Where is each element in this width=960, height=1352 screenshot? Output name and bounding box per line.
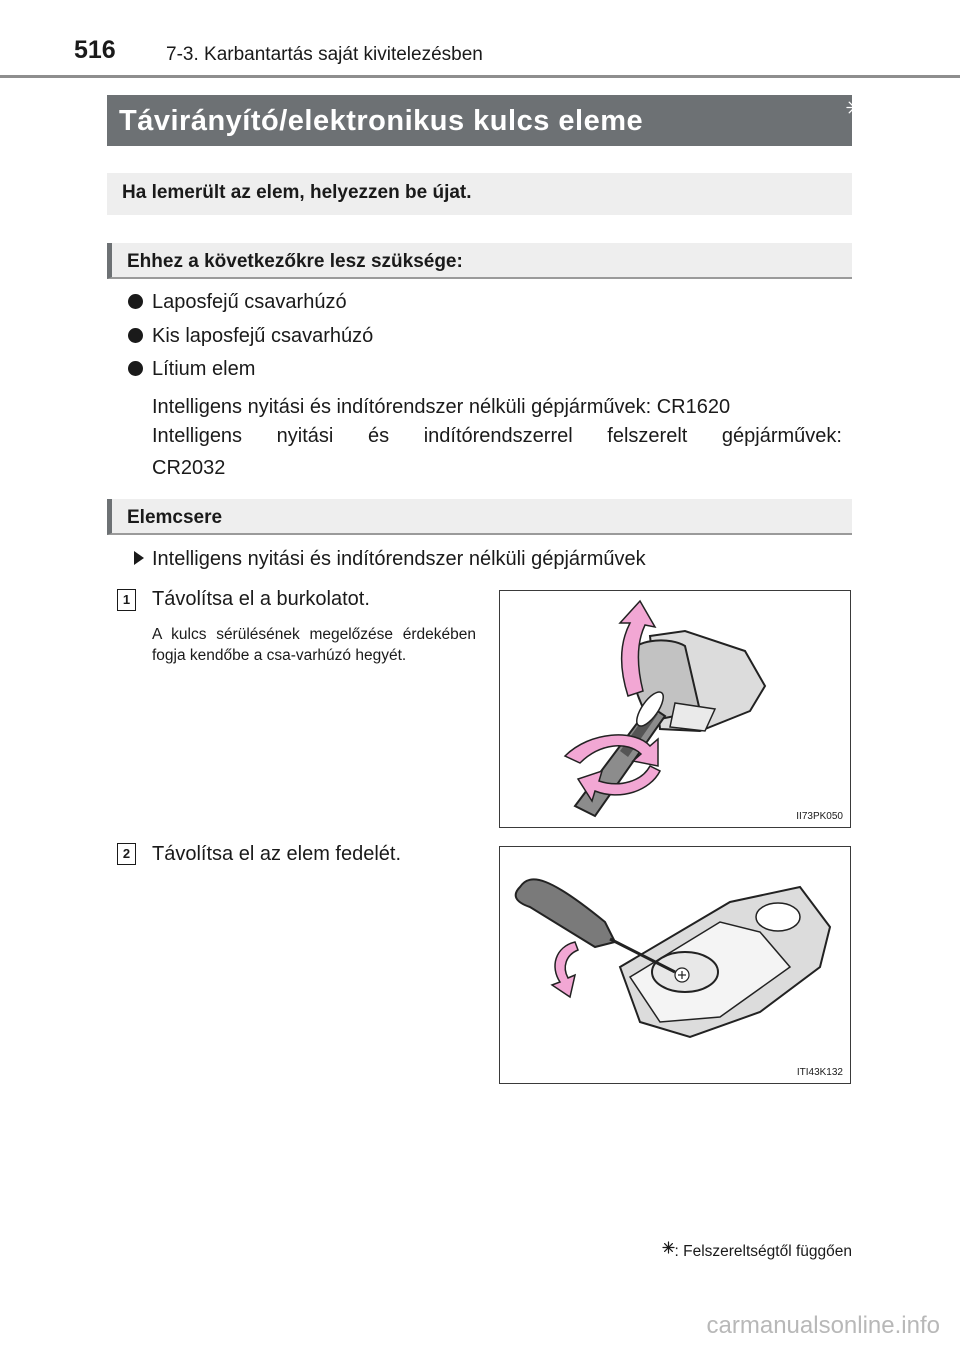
battery-type-line: Intelligens nyitási és indítórendszerrel felszerelt gépjárművek:	[152, 425, 842, 447]
variant-item: Intelligens nyitási és indítórendszer nélküli gépjárművek	[134, 548, 646, 571]
bullet-icon	[128, 294, 143, 309]
triangle-bullet-icon	[134, 551, 144, 565]
asterisk-icon	[662, 1241, 675, 1254]
replacement-header	[107, 499, 852, 535]
battery-lid-illustration	[500, 847, 849, 1082]
footnote-text: : Felszereltségtől függően	[674, 1243, 852, 1260]
intro-box	[107, 173, 852, 215]
list-item: Laposfejű csavarhúzó	[128, 291, 347, 314]
step-number: 1	[117, 589, 136, 611]
header-divider	[0, 75, 960, 78]
figure-code: II73PK050	[796, 811, 843, 822]
battery-type-line: Intelligens nyitási és indítórendszer nélküli gépjárművek: CR1620	[152, 396, 731, 418]
figure-remove-cover	[499, 590, 851, 828]
figure-code: ITI43K132	[796, 1067, 843, 1078]
step-number: 2	[117, 843, 136, 865]
replacement-heading: Elemcsere	[127, 507, 223, 528]
key-cover-illustration	[500, 591, 849, 826]
footnote	[662, 1241, 853, 1261]
page-title: Távirányító/elektronikus kulcs eleme	[119, 105, 644, 137]
bullet-icon	[128, 328, 143, 343]
requirements-header	[107, 243, 852, 279]
step-text: Távolítsa el az elem fedelét.	[152, 843, 402, 865]
page-number: 516	[74, 36, 116, 64]
step-note: A kulcs sérülésének megelőzése érdekében fogja kendőbe a csa-varhúzó hegyét.	[152, 626, 476, 664]
intro-text: Ha lemerült az elem, helyezzen be újat.	[122, 182, 472, 203]
asterisk-icon	[846, 99, 863, 116]
list-item: Kis laposfejű csavarhúzó	[128, 325, 373, 348]
title-bar	[107, 95, 852, 146]
list-item: Lítium elem	[128, 358, 255, 381]
battery-type-line: CR2032	[152, 457, 226, 479]
step-text: Távolítsa el a burkolatot.	[152, 588, 370, 610]
bullet-icon	[128, 361, 143, 376]
section-path: 7-3. Karbantartás saját kivitelezésben	[166, 44, 483, 65]
figure-remove-battery-lid	[499, 846, 851, 1084]
requirements-heading: Ehhez a következőkre lesz szüksége:	[127, 251, 463, 272]
watermark: carmanualsonline.info	[706, 1312, 940, 1339]
